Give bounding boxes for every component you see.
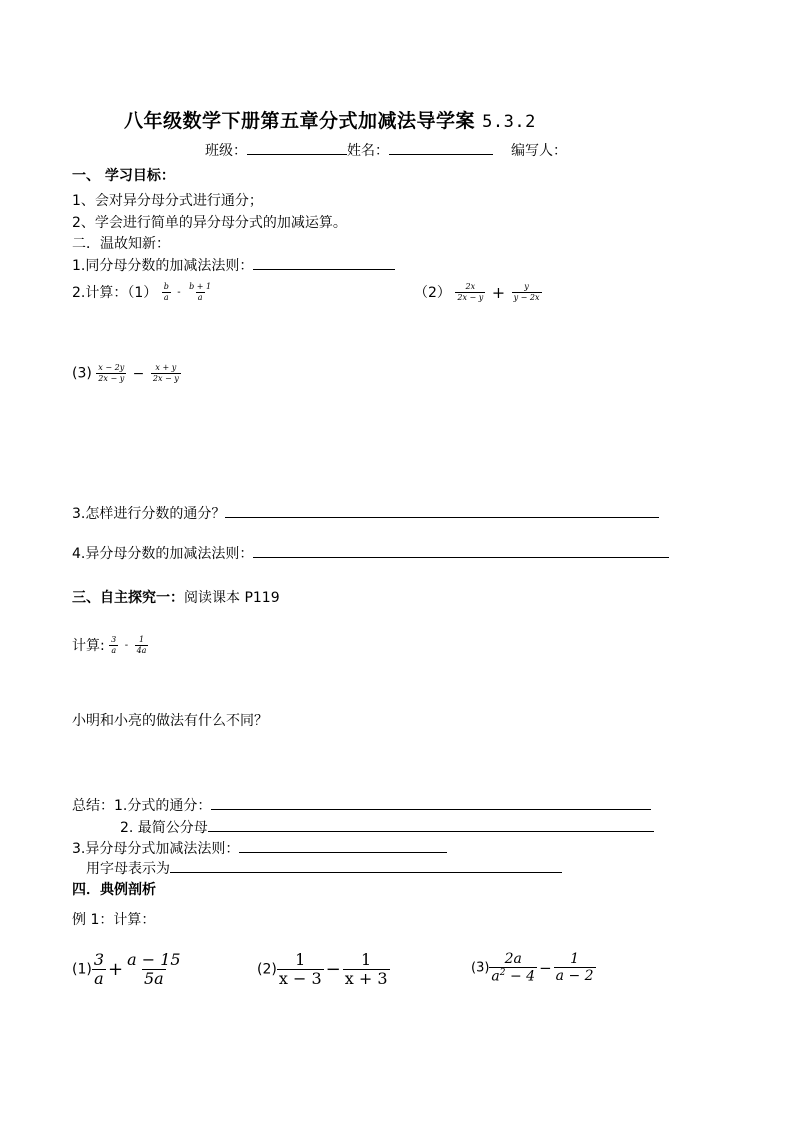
- question-1-text: 1.同分母分数的加减法法则：: [72, 258, 254, 274]
- denominator-rest: − 4: [505, 968, 536, 985]
- numerator: x − 2y: [98, 363, 125, 372]
- operator: +: [491, 282, 506, 302]
- denominator: 2x − y: [457, 292, 484, 302]
- numerator: 1: [295, 950, 306, 969]
- class-blank[interactable]: [247, 142, 347, 155]
- question-1-blank[interactable]: [253, 257, 395, 270]
- question-1: [72, 255, 395, 275]
- section-3-title: 三、自主探究一：: [72, 590, 184, 606]
- numerator: 2a: [504, 951, 522, 967]
- denominator: a: [163, 292, 169, 302]
- name-blank[interactable]: [389, 142, 493, 155]
- fraction: [489, 952, 537, 984]
- fraction: [343, 952, 390, 987]
- fraction: [151, 364, 181, 383]
- rule-3: [72, 838, 447, 858]
- question-4-blank[interactable]: [253, 545, 669, 558]
- denominator-exponent: 2: [499, 968, 506, 978]
- denominator: y − 2x: [513, 292, 540, 302]
- fraction: [125, 952, 182, 987]
- page-title: [124, 106, 536, 133]
- numerator: 3: [93, 950, 105, 969]
- example-label: 例 1：计算：: [72, 912, 156, 928]
- section-1-heading: 一、 学习目标：: [72, 168, 175, 184]
- explore-calc: [72, 635, 148, 655]
- fraction: [554, 952, 596, 983]
- author-label: 编写人：: [511, 143, 567, 159]
- denominator: a: [94, 969, 104, 988]
- goal-1: 1、会对异分母分式进行通分；: [72, 193, 263, 209]
- question-2-1: [72, 282, 213, 302]
- summary-1-text: 总结：1.分式的通分：: [72, 798, 212, 814]
- header-fields: [205, 140, 567, 160]
- title-text: 八年级数学下册第五章分式加减法导学案: [124, 110, 476, 132]
- rule-3-letters-blank[interactable]: [170, 860, 562, 873]
- summary-2-text: 2. 最简公分母: [120, 820, 208, 836]
- rule-3-letters-text: 用字母表示为: [86, 861, 170, 877]
- example-problem-2: [257, 952, 390, 987]
- fraction: [109, 636, 118, 655]
- numerator: b + 1: [189, 281, 212, 291]
- fraction: [96, 364, 126, 383]
- problem-3-label: (3): [471, 960, 490, 976]
- rule-3-text: 3.异分母分式加减法法则：: [72, 841, 240, 857]
- section-3-heading: [72, 587, 280, 607]
- question-3: [72, 503, 659, 523]
- denominator: 2x − y: [152, 374, 179, 383]
- numerator: 2x: [465, 281, 476, 291]
- numerator: 3: [111, 634, 117, 644]
- denominator: x + 3: [344, 969, 388, 988]
- fraction: [92, 952, 106, 987]
- denominator: a: [197, 292, 203, 302]
- operator: -: [177, 286, 181, 298]
- question-2-3-label: (3): [72, 365, 92, 382]
- numerator: 1: [138, 634, 145, 644]
- compare-question: 小明和小亮的做法有什么不同？: [72, 713, 268, 729]
- fraction: [455, 283, 485, 302]
- problem-2-label: (2): [257, 961, 277, 978]
- summary-2-blank[interactable]: [208, 819, 654, 832]
- fraction: [277, 952, 324, 987]
- numerator: x + y: [155, 363, 177, 372]
- denominator-base: a: [491, 968, 500, 985]
- numerator: b: [163, 281, 169, 291]
- question-4-text: 4.异分母分数的加减法法则：: [72, 546, 254, 562]
- calc-label: 计算:: [72, 638, 105, 654]
- class-label: 班级：: [205, 143, 247, 159]
- question-4: [72, 543, 669, 563]
- rule-3-letters: [86, 858, 562, 878]
- question-3-blank[interactable]: [225, 505, 659, 518]
- question-2-2-label: （2）: [414, 285, 451, 301]
- numerator: 1: [361, 950, 372, 969]
- fraction: [135, 636, 149, 655]
- problem-1-label: (1): [72, 961, 92, 978]
- section-2-heading: 二．温故知新：: [72, 236, 170, 252]
- denominator: [489, 967, 537, 984]
- operator: −: [539, 958, 552, 977]
- question-2-3: [72, 364, 181, 383]
- title-number: 5.3.2: [482, 112, 536, 132]
- denominator: 2x − y: [98, 374, 125, 383]
- section-4-heading: 四．典例剖析: [72, 882, 156, 898]
- summary-2: [120, 817, 654, 837]
- example-problem-3: [471, 952, 596, 984]
- section-3-reading: 阅读课本 P119: [184, 590, 280, 606]
- numerator: a − 15: [127, 950, 181, 969]
- example-problem-1: [72, 952, 183, 987]
- fraction: [512, 283, 542, 302]
- fraction: [187, 283, 213, 302]
- question-2-label: 2.计算：（1）: [72, 285, 158, 301]
- operator: +: [108, 959, 124, 980]
- question-3-text: 3.怎样进行分数的通分？: [72, 506, 226, 522]
- goal-2: 2、学会进行简单的异分母分式的加减运算。: [72, 215, 347, 231]
- denominator: 5a: [144, 969, 164, 988]
- name-label: 姓名：: [347, 143, 389, 159]
- summary-1: [72, 795, 651, 815]
- fraction: [162, 283, 171, 302]
- denominator: a − 2: [555, 968, 594, 985]
- question-2-2: [414, 282, 542, 302]
- numerator: y: [524, 281, 529, 291]
- operator: -: [124, 639, 129, 651]
- operator: −: [325, 959, 341, 980]
- rule-3-blank[interactable]: [239, 840, 447, 853]
- denominator: 4a: [136, 645, 147, 655]
- operator: −: [132, 365, 145, 382]
- denominator: a: [111, 645, 117, 655]
- summary-1-blank[interactable]: [211, 797, 651, 810]
- numerator: 1: [570, 951, 580, 968]
- denominator: x − 3: [278, 969, 322, 988]
